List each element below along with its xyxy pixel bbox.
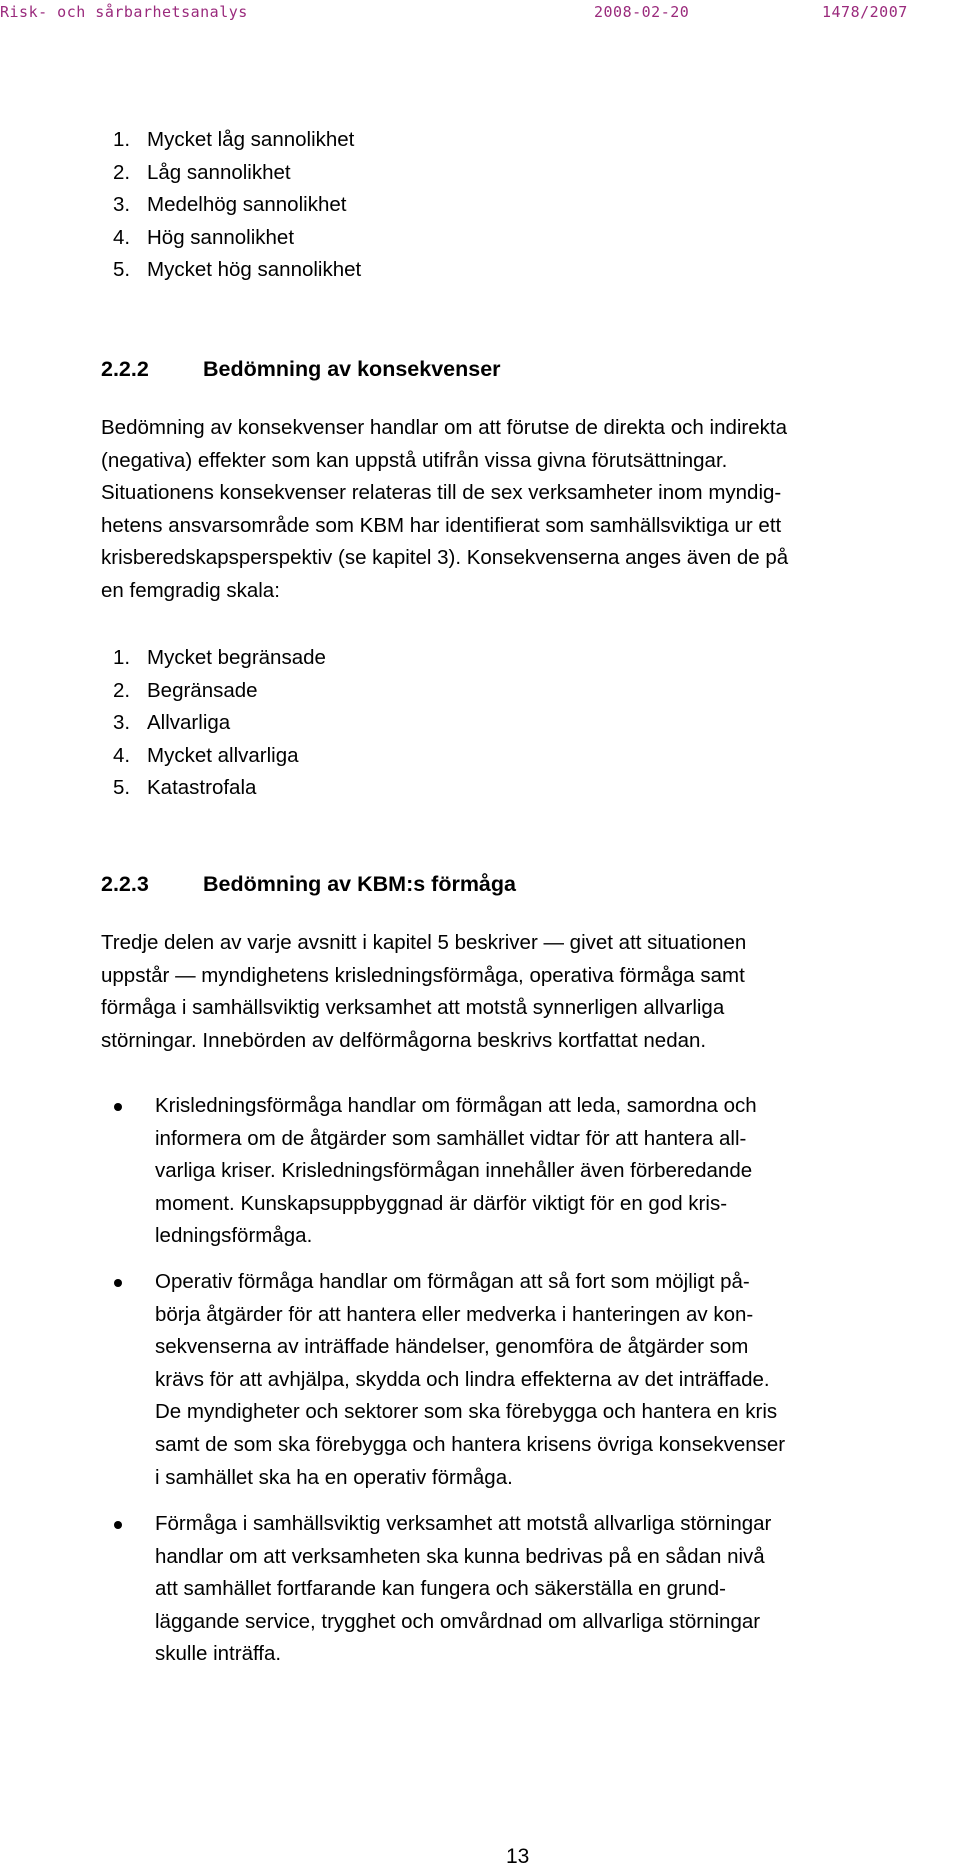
bullet-line: moment. Kunskapsuppbyggnad är därför viktigt för en god kris- [155, 1191, 728, 1215]
section-number: 2.2.3 [101, 872, 149, 896]
bullet-line: Operativ förmåga handlar om förmågan att så fort som möjligt på- [155, 1270, 750, 1293]
bullet-line: sekvenserna av inträffade händelser, genomföra de åtgärder som [155, 1335, 749, 1359]
list-item-number: 2. [113, 160, 131, 184]
list-item-number: 5. [113, 776, 131, 799]
paragraph-line: uppstår — myndighetens krisledningsförmåga, operativa förmåga samt [101, 963, 745, 987]
page-header [0, 0, 960, 26]
list-item-label: Medelhög sannolikhet [147, 193, 347, 216]
bullet-line: De myndigheter och sektorer som ska förebygga och hantera en kris [155, 1400, 778, 1424]
list-item-label: Allvarliga [147, 711, 231, 734]
list-item [113, 707, 326, 740]
list-item [113, 740, 326, 773]
list-item-label: Begränsade [147, 678, 258, 702]
paragraph-line: förmåga i samhällsviktig verksamhet att motstå synnerligen allvarliga [101, 996, 725, 1020]
header-title: Risk- och sårbarhetsanalys [0, 3, 248, 21]
consequence-list [113, 642, 326, 805]
paragraph-line: Situationens konsekvenser relateras till de sex verksamheter inom myndig- [101, 481, 782, 505]
paragraph-line: Bedömning av konsekvenser handlar om att förutse de direkta och indirekta [101, 416, 787, 439]
header-date: 2008-02-20 [594, 3, 690, 21]
bullet-icon [114, 1521, 122, 1529]
paragraph-line: krisberedskapsperspektiv (se kapitel 3). Konsekvenserna anges även de på [101, 546, 789, 570]
list-item [113, 124, 361, 157]
paragraph-line: en femgradig skala: [101, 578, 280, 602]
section-heading-2-2-2 [101, 357, 501, 382]
list-item-label: Mycket begränsade [147, 646, 326, 669]
list-item [113, 772, 326, 805]
list-item [113, 254, 361, 287]
paragraph-line: hetens ansvarsområde som KBM har identifierat som samhällsviktiga ur ett [101, 513, 782, 537]
list-item-label: Mycket hög sannolikhet [147, 258, 362, 281]
section-title: Bedömning av konsekvenser [203, 357, 501, 381]
list-item [113, 642, 326, 675]
bullet-line: informera om de åtgärder som samhället vidtar för att hantera all- [155, 1126, 747, 1150]
bullet-icon [114, 1103, 122, 1111]
list-item [113, 222, 361, 255]
list-item-label: Katastrofala [147, 776, 257, 799]
page-number: 13 [506, 1845, 530, 1868]
paragraph-line: Tredje delen av varje avsnitt i kapitel 5 beskriver — givet att situationen [101, 931, 747, 954]
bullet-line: börja åtgärder för att hantera eller medverka i hanteringen av kon- [155, 1302, 754, 1326]
list-item-number: 1. [113, 128, 131, 151]
paragraph-capability [101, 927, 746, 1057]
section-title: Bedömning av KBM:s förmåga [203, 872, 516, 896]
paragraph-line: (negativa) effekter som kan uppstå utifrån vissa givna förutsättningar. [101, 448, 728, 472]
paragraph-consequences [101, 412, 788, 608]
bullet-line: skulle inträffa. [155, 1642, 282, 1666]
list-item-label: Hög sannolikhet [147, 225, 295, 249]
bullet-line: ledningsförmåga. [155, 1224, 313, 1248]
list-item-number: 2. [113, 678, 131, 702]
bullet-line: varliga kriser. Krisledningsförmågan innehåller även förberedande [155, 1159, 753, 1183]
list-item-label: Mycket allvarliga [147, 743, 299, 767]
list-item [113, 157, 361, 190]
section-heading-2-2-3 [101, 872, 516, 897]
list-item-label: Mycket låg sannolikhet [147, 128, 355, 151]
bullet-line: Förmåga i samhällsviktig verksamhet att motstå allvarliga störningar [155, 1512, 772, 1535]
list-item [113, 189, 361, 222]
bullet-line: Krisledningsförmåga handlar om förmågan att leda, samordna och [155, 1094, 757, 1117]
bullet-line: krävs för att avhjälpa, skydda och lindra effekterna av det inträffade. [155, 1367, 770, 1391]
bullet-line: att samhället fortfarande kan fungera och säkerställa en grund- [155, 1577, 726, 1601]
bullet-line: läggande service, trygghet och omvårdnad om allvarliga störningar [155, 1609, 761, 1633]
list-item-label: Låg sannolikhet [147, 160, 291, 184]
header-reference: 1478/2007 [822, 3, 908, 21]
bullet-icon [114, 1279, 122, 1287]
list-item-number: 3. [113, 711, 131, 734]
bullet-line: i samhället ska ha en operativ förmåga. [155, 1465, 513, 1489]
bullet-line: samt de som ska förebygga och hantera krisens övriga konsekvenser [155, 1432, 786, 1456]
list-item [113, 675, 326, 708]
list-item-number: 5. [113, 258, 131, 281]
list-item-number: 1. [113, 646, 131, 669]
list-item-number: 4. [113, 225, 131, 249]
probability-list [113, 124, 361, 287]
section-number: 2.2.2 [101, 357, 149, 381]
list-item-number: 3. [113, 193, 131, 216]
list-item-number: 4. [113, 743, 131, 767]
paragraph-line: störningar. Innebörden av delförmågorna beskrivs kortfattat nedan. [101, 1028, 707, 1052]
bullet-line: handlar om att verksamheten ska kunna bedrivas på en sådan nivå [155, 1544, 765, 1568]
